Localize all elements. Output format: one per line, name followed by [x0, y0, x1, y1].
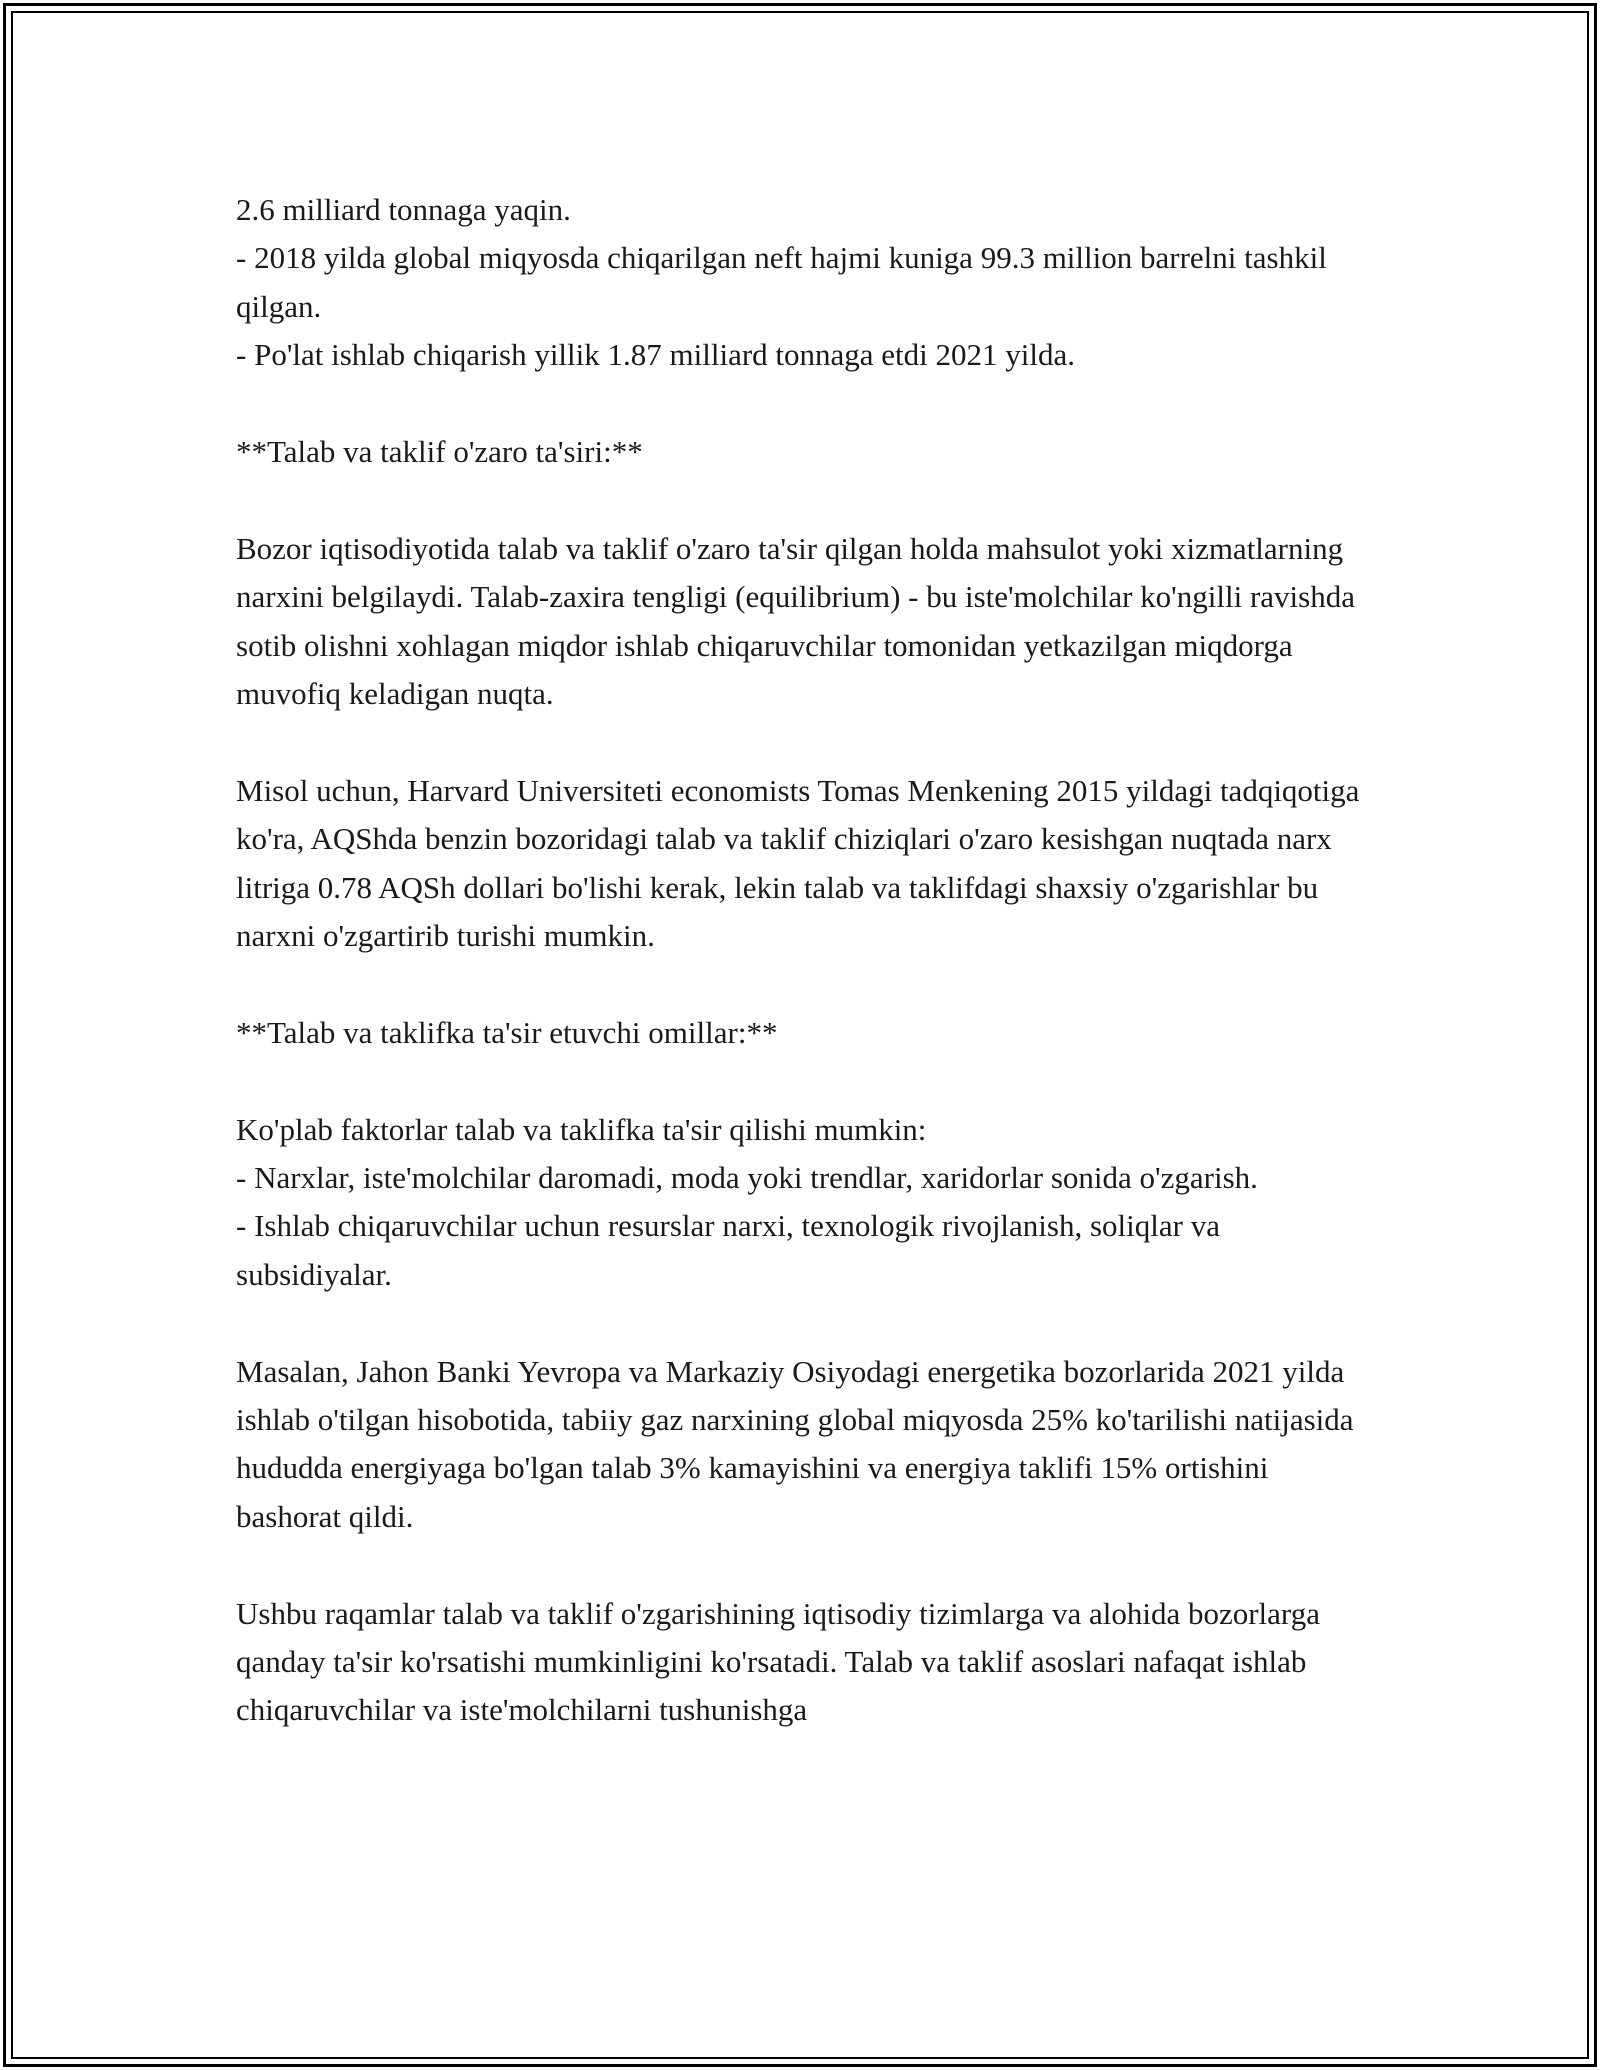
- spacer: [236, 1541, 1368, 1589]
- list-item: - Ishlab chiqaruvchilar uchun resurslar narxi, texnologik rivojlanish, soliqlar va subsidiyalar.: [236, 1208, 1220, 1292]
- intro-line-3: - Po'lat ishlab chiqarish yillik 1.87 milliard tonnaga etdi 2021 yilda.: [236, 337, 1076, 373]
- spacer: [236, 1057, 1368, 1105]
- paragraph-conclusion: Ushbu raqamlar talab va taklif o'zgarishining iqtisodiy tizimlarga va alohida bozorlarga qanday ta'sir ko'rsatishi mumkinligini ko'rsatadi. Talab va taklif asoslari nafaqat ishlab chiqaruvchilar va iste'molchilarni tushunishga: [236, 1595, 1320, 1728]
- section-heading-factors: **Talab va taklifka ta'sir etuvchi omillar:**: [236, 1014, 778, 1050]
- spacer: [236, 960, 1368, 1008]
- paragraph-market-equilibrium: Bozor iqtisodiyotida talab va taklif o'zaro ta'sir qilgan holda mahsulot yoki xizmatlarning narxini belgilaydi. Talab-zaxira tengligi (equilibrium) - bu iste'molchilar ko'ngilli ravishda sotib olishni xohlagan miqdor ishlab chiqaruvchilar tomonidan yetkazilgan miqdorga muvofiq keladigan nuqta.: [236, 530, 1355, 712]
- spacer: [236, 718, 1368, 766]
- paragraph-world-bank-example: Masalan, Jahon Banki Yevropa va Markaziy Osiyodagi energetika bozorlarida 2021 yilda ishlab o'tilgan hisobotida, tabiiy gaz narxining global miqyosda 25% ko'tarilishi natijasida hududda energiyaga bo'lgan talab 3% kamayishini va energiya taklifi 15% ortishini bashorat qildi.: [236, 1353, 1354, 1534]
- intro-line-2: - 2018 yilda global miqyosda chiqarilgan neft hajmi kuniga 99.3 million barrelni tashkil qilgan.: [236, 240, 1327, 324]
- paragraph-factors-intro: Ko'plab faktorlar talab va taklifka ta'sir qilishi mumkin:: [236, 1111, 927, 1147]
- paragraph-example-harvard: Misol uchun, Harvard Universiteti economists Tomas Menkening 2015 yildagi tadqiqotiga ko'ra, AQShda benzin bozoridagi talab va taklif chiziqlari o'zaro kesishgan nuqtada narx litriga 0.78 AQSh dollari bo'lishi kerak, lekin talab va taklifdagi shaxsiy o'zgarishlar bu narxni o'zgartirib turishi mumkin.: [236, 772, 1360, 954]
- document-body: [236, 186, 1368, 1735]
- section-heading-interaction: **Talab va taklif o'zaro ta'siri:**: [236, 434, 643, 470]
- list-item: - Narxlar, iste'molchilar daromadi, moda yoki trendlar, xaridorlar sonida o'zgarish.: [236, 1160, 1258, 1196]
- spacer: [236, 380, 1368, 428]
- spacer: [236, 476, 1368, 524]
- spacer: [236, 1299, 1368, 1347]
- intro-line-1: 2.6 milliard tonnaga yaqin.: [236, 192, 571, 227]
